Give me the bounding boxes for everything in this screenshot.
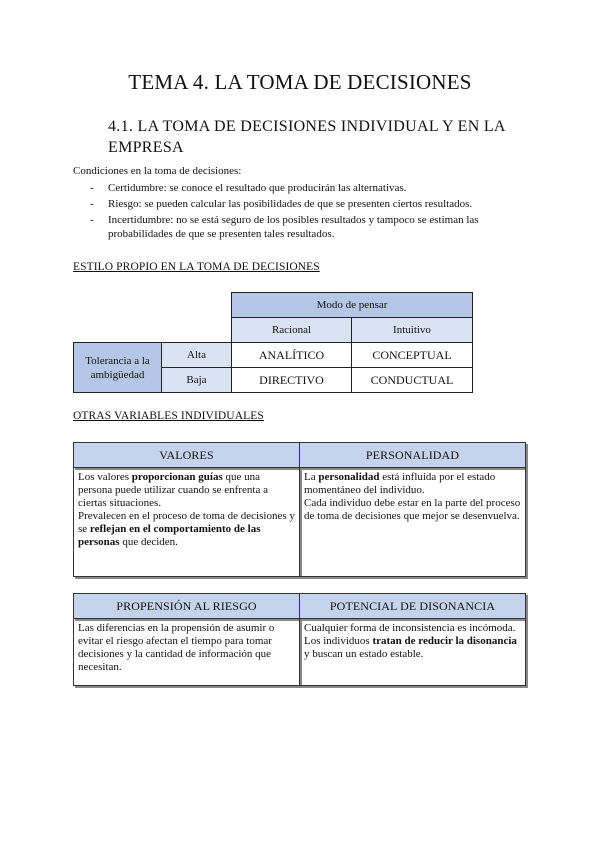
text-run: Las diferencias en la propensión de asumir o evitar el riesgo afectan el tiempo para tomar decisiones y la cantidad de información que necesitan. bbox=[78, 622, 275, 673]
section-subtitle: 4.1. LA TOMA DE DECISIONES INDIVIDUAL Y EN LA EMPRESA bbox=[108, 118, 505, 156]
valores-body bbox=[73, 467, 300, 577]
table-cell: CONCEPTUAL bbox=[351, 342, 473, 368]
disonancia-header: POTENCIAL DE DISONANCIA bbox=[299, 593, 526, 619]
text-run: que deciden. bbox=[119, 536, 178, 548]
text-run: y buscan un estado estable. bbox=[304, 648, 424, 660]
valores-header: VALORES bbox=[73, 442, 300, 468]
text-run: está influida por el estado momentáneo del individuo. bbox=[304, 471, 496, 496]
text-run: que una persona puede utilizar cuando se enfrenta a ciertas situaciones. bbox=[78, 471, 268, 509]
disonancia-body bbox=[299, 618, 526, 686]
table-row-label: Alta bbox=[161, 342, 232, 368]
list-item-text: Certidumbre: se conoce el resultado que producirán las alternativas. bbox=[108, 182, 407, 194]
variables-section-heading: OTRAS VARIABLES INDIVIDUALES bbox=[73, 410, 264, 422]
bold-text: reflejan en el comportamiento de las personas bbox=[78, 523, 261, 548]
table-row-group-label: Tolerancia a la ambigüedad bbox=[73, 342, 162, 393]
dash-bullet: - bbox=[90, 182, 94, 194]
table-top-header: Modo de pensar bbox=[231, 292, 473, 318]
list-item bbox=[90, 213, 530, 241]
table-row-label: Baja bbox=[161, 367, 232, 393]
table-col-header: Racional bbox=[231, 317, 352, 343]
list-item bbox=[90, 197, 530, 211]
personalidad-header: PERSONALIDAD bbox=[299, 442, 526, 468]
table-cell: ANALÍTICO bbox=[231, 342, 352, 368]
text-run: Cualquier forma de inconsistencia es incómoda. Los individuos bbox=[304, 622, 516, 647]
text-run: Prevalecen en el proceso de toma de decisiones y se bbox=[78, 510, 295, 535]
list-item-text: Riesgo: se pueden calcular las posibilidades de que se presenten ciertos resultados. bbox=[108, 198, 473, 210]
bold-text: personalidad bbox=[318, 471, 380, 483]
table-cell: CONDUCTUAL bbox=[351, 367, 473, 393]
bold-text: proporcionan guías bbox=[131, 471, 223, 483]
dash-bullet: - bbox=[90, 198, 94, 210]
list-item-text: Incertidumbre: no se está seguro de los posibles resultados y tampoco se estiman las probabilidades de que se presenten tales resultados. bbox=[108, 214, 479, 240]
personalidad-body bbox=[299, 467, 526, 577]
text-run: Cada individuo debe estar en la parte del proceso de toma de decisiones que mejor se desenvuelva. bbox=[304, 497, 521, 522]
text-run: La bbox=[304, 471, 319, 483]
bold-text: tratan de reducir la disonancia bbox=[372, 635, 517, 647]
table-cell: DIRECTIVO bbox=[231, 367, 352, 393]
page-title: TEMA 4. LA TOMA DE DECISIONES bbox=[128, 70, 472, 94]
style-section-heading: ESTILO PROPIO EN LA TOMA DE DECISIONES bbox=[73, 261, 320, 273]
list-item bbox=[90, 181, 530, 195]
text-run: Los valores bbox=[78, 471, 132, 483]
riesgo-body bbox=[73, 618, 300, 686]
table-col-header: Intuitivo bbox=[351, 317, 473, 343]
conditions-list bbox=[90, 181, 530, 243]
dash-bullet: - bbox=[90, 214, 94, 226]
conditions-intro: Condiciones en la toma de decisiones: bbox=[73, 165, 242, 177]
riesgo-header: PROPENSIÓN AL RIESGO bbox=[73, 593, 300, 619]
